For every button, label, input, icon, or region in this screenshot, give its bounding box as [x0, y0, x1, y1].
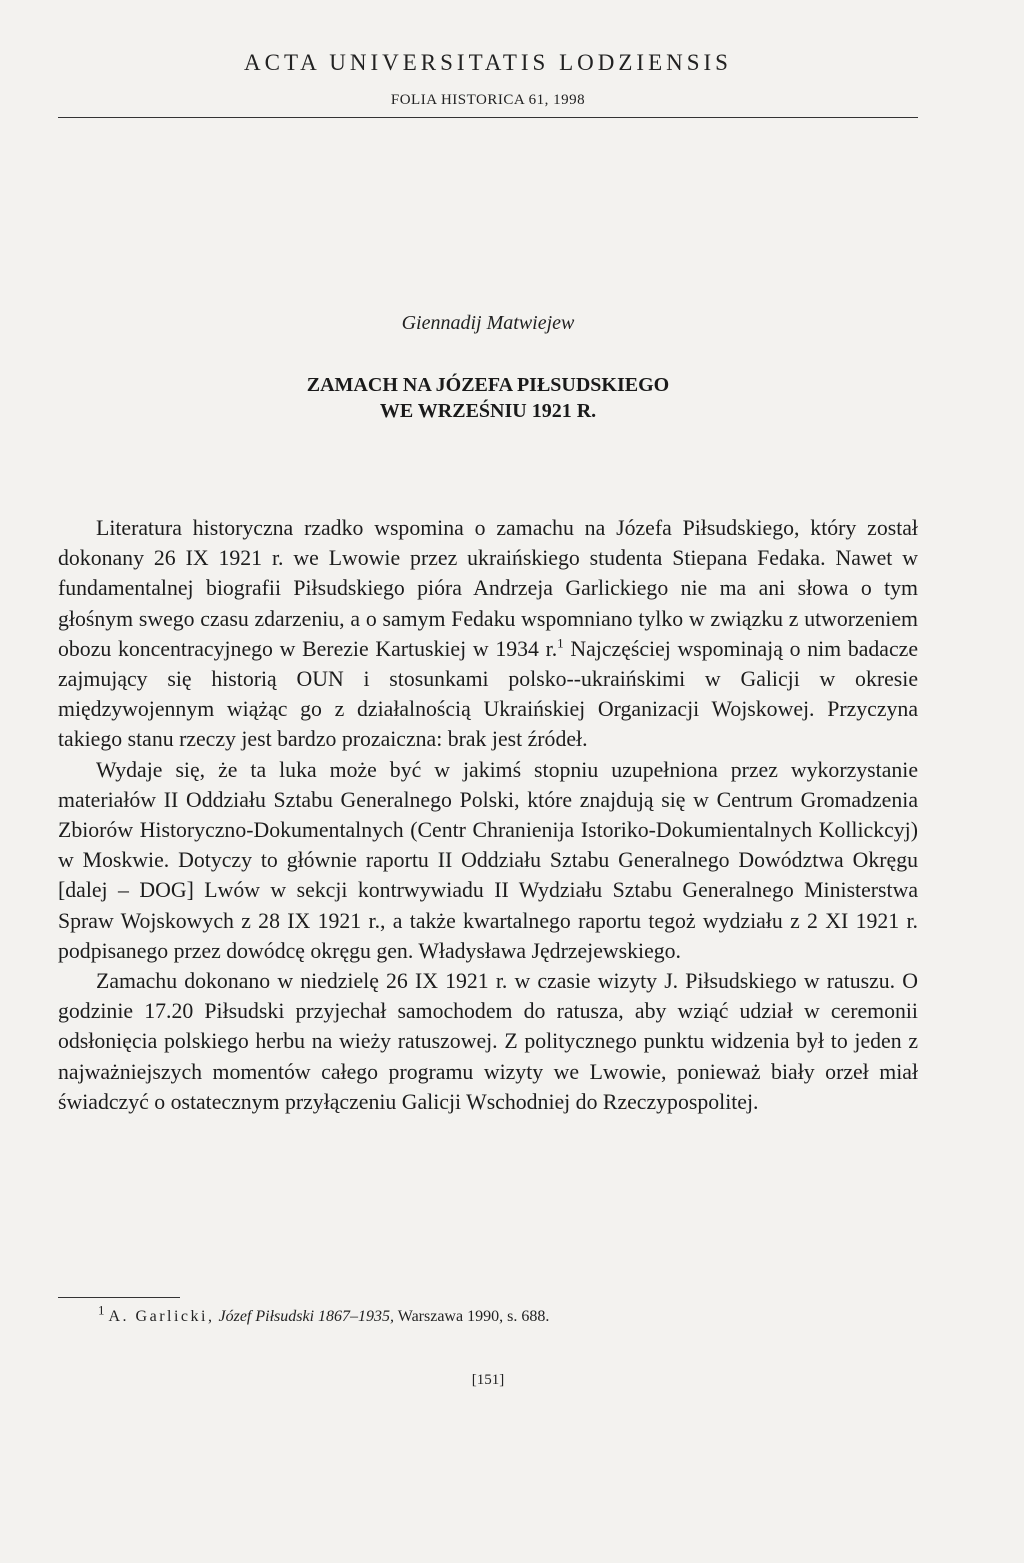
journal-series: FOLIA HISTORICA 61, 1998	[390, 92, 586, 108]
footnote	[98, 1302, 918, 1328]
paragraph-1-continuation: Najczęściej wspominają o nim badacze zajmujący się historią OUN i stosunkami polsko--ukraińskimi w Galicji w okresie międzywojennym wiążąc go z działalnością Ukraińskiej Organizacji Wojskowej. Przyczyna takiego stanu rzeczy jest bardzo prozaiczna: brak jest źródeł.	[58, 636, 918, 752]
page-number: [151]	[471, 1372, 505, 1388]
paragraph-1	[58, 513, 918, 755]
footnote-work-title: Józef Piłsudski 1867–1935,	[218, 1308, 395, 1325]
footnote-author: A. Garlicki,	[108, 1308, 215, 1325]
article-author: Giennadij Matwiejew	[401, 312, 575, 334]
article-title	[58, 372, 918, 424]
journal-page	[58, 0, 918, 1563]
article-title-line-1: ZAMACH NA JÓZEFA PIŁSUDSKIEGO	[306, 374, 670, 396]
footnote-publication: Warszawa 1990, s. 688.	[397, 1308, 550, 1325]
header-divider	[58, 117, 918, 118]
paragraph-3: Zamachu dokonano w niedzielę 26 IX 1921 r. w czasie wizyty J. Piłsudskiego w ratuszu. O godzinie 17.20 Piłsudski przyjechał samochodem do ratusza, aby wziąć udział w ceremonii odsłonięcia polskiego herbu na wieży ratuszowej. Z politycznego punktu widzenia był to jeden z najważniejszych momentów całego programu wizyty we Lwowie, ponieważ biały orzeł miał świadczyć o ostatecznym przyłączeniu Galicji Wschodniej do Rzeczypospolitej.	[58, 969, 918, 1114]
paragraph-1-text: Literatura historyczna rzadko wspomina o zamachu na Józefa Piłsudskiego, który został dokonany 26 IX 1921 r. we Lwowie przez ukraińskiego studenta Stiepana Fedaka. Nawet w fundamentalnej biografii Piłsudskiego pióra Andrzeja Garlickiego nie ma ani słowa o tym głośnym swego czasu zdarzeniu, a o samym Fedaku wspomniano tylko w związku z utworzeniem obozu koncentracyjnego w Berezie Kartuskiej w 1934 r.	[58, 516, 918, 661]
paragraph-2: Wydaje się, że ta luka może być w jakimś stopniu uzupełniona przez wykorzystanie materiałów II Oddziału Sztabu Generalnego Polski, które znajdują się w Centrum Gromadzenia Zbiorów Historyczno-Dokumentalnych (Centr Chranienija Istoriko-Dokumientalnych Kollickcyj) w Moskwie. Dotyczy to głównie raportu II Oddziału Sztabu Generalnego Dowództwa Okręgu [dalej – DOG] Lwów w sekcji kontrwywiadu II Wydziału Sztabu Generalnego Ministerstwa Spraw Wojskowych z 28 IX 1921 r., a także kwartalnego raportu tegoż wydziału z 2 XI 1921 r. podpisanego przez dowódcę okręgu gen. Władysława Jędrzejewskiego.	[58, 757, 918, 963]
footnote-divider	[58, 1297, 180, 1298]
journal-title: ACTA UNIVERSITATIS LODZIENSIS	[244, 50, 732, 75]
article-title-line-2: WE WRZEŚNIU 1921 R.	[379, 400, 597, 422]
footnote-reference[interactable]: 1	[557, 635, 564, 651]
footnote-number: 1	[98, 1302, 105, 1318]
article-body	[58, 513, 918, 1117]
